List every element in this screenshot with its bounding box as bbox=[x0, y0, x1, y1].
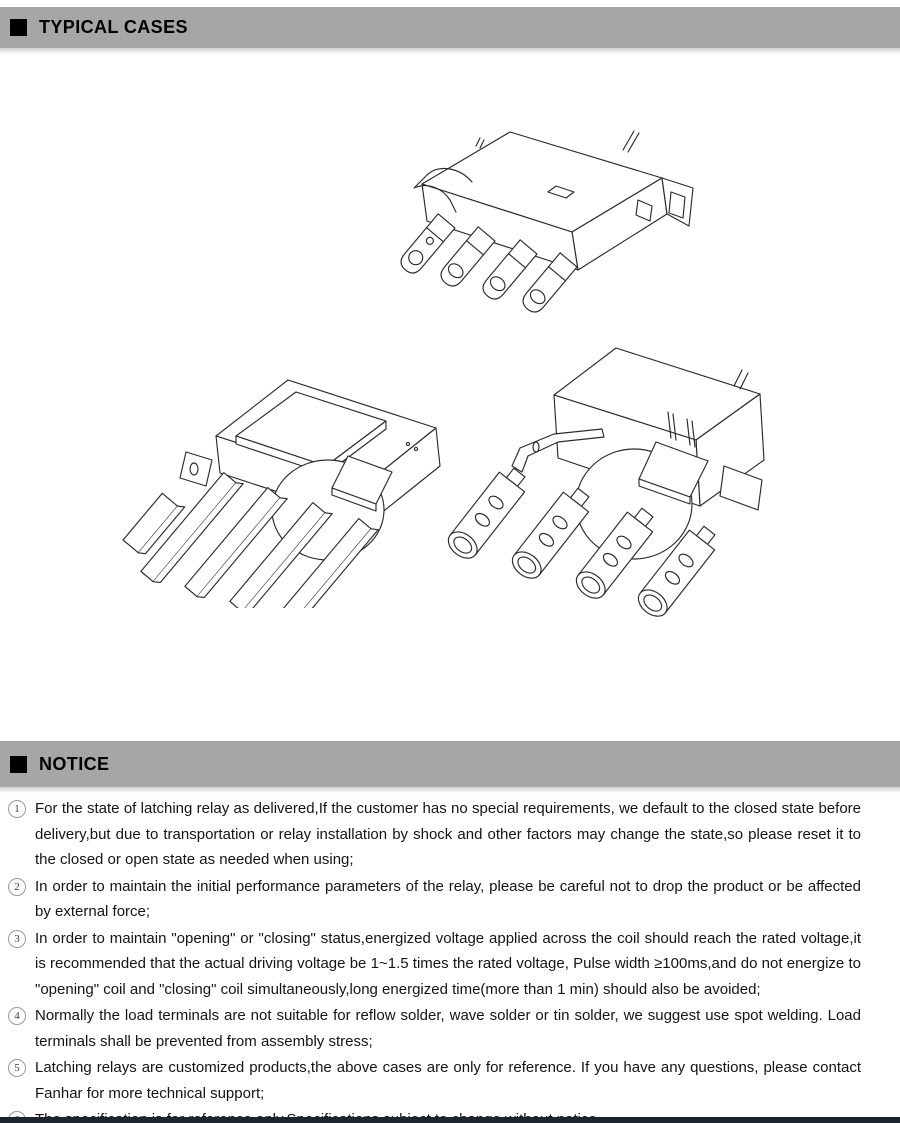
notice-item bbox=[8, 874, 861, 925]
footer-bar bbox=[0, 1117, 900, 1123]
relay-case-right-drawing bbox=[424, 334, 792, 632]
notice-item bbox=[8, 796, 861, 873]
notice-title: NOTICE bbox=[39, 753, 110, 774]
notice-text: For the state of latching relay as delivered,If the customer has no special requirements, we default to the closed state before delivery,but due to transportation or relay installation by shock and other factors may change the state,so please reset it to the closed or open state as needed when using; bbox=[35, 800, 861, 868]
typical-cases-title: TYPICAL CASES bbox=[39, 17, 188, 37]
notice-item bbox=[8, 1003, 861, 1054]
notice-text: Latching relays are customized products,the above cases are only for reference. If you have any questions, please contact Fanhar for more technical support; bbox=[35, 1059, 861, 1102]
notice-list bbox=[8, 796, 861, 1123]
notice-text: Normally the load terminals are not suitable for reflow solder, wave solder or tin solder, we suggest use spot welding. Load terminals shall be prevented from assembly stress; bbox=[35, 1007, 861, 1050]
notice-item bbox=[8, 1055, 861, 1106]
relay-case-left-drawing bbox=[120, 352, 458, 608]
relay-case-top-drawing bbox=[360, 120, 702, 338]
circled-number: 5 bbox=[8, 1059, 26, 1077]
notice-item bbox=[8, 926, 861, 1003]
notice-header bbox=[0, 741, 900, 787]
black-square-bullet-icon bbox=[10, 756, 27, 773]
circled-number: 1 bbox=[8, 800, 26, 818]
circled-number: 4 bbox=[8, 1007, 26, 1025]
notice-text: In order to maintain the initial performance parameters of the relay, please be careful not to drop the product or be affected by external force; bbox=[35, 877, 861, 920]
circled-number: 2 bbox=[8, 878, 26, 896]
notice-text: In order to maintain "opening" or "closing" status,energized voltage applied across the coil should reach the rated voltage,it is recommended that the actual driving voltage be 1~1.5 times the rated voltage, Pulse width ≥100ms,and do not energize to "opening" coil and "closing" coil simultaneously,long energized time(more than 1 min) should also be avoided; bbox=[35, 929, 861, 998]
black-square-bullet-icon bbox=[10, 19, 27, 36]
circled-number: 3 bbox=[8, 930, 26, 948]
typical-cases-header bbox=[0, 7, 900, 48]
